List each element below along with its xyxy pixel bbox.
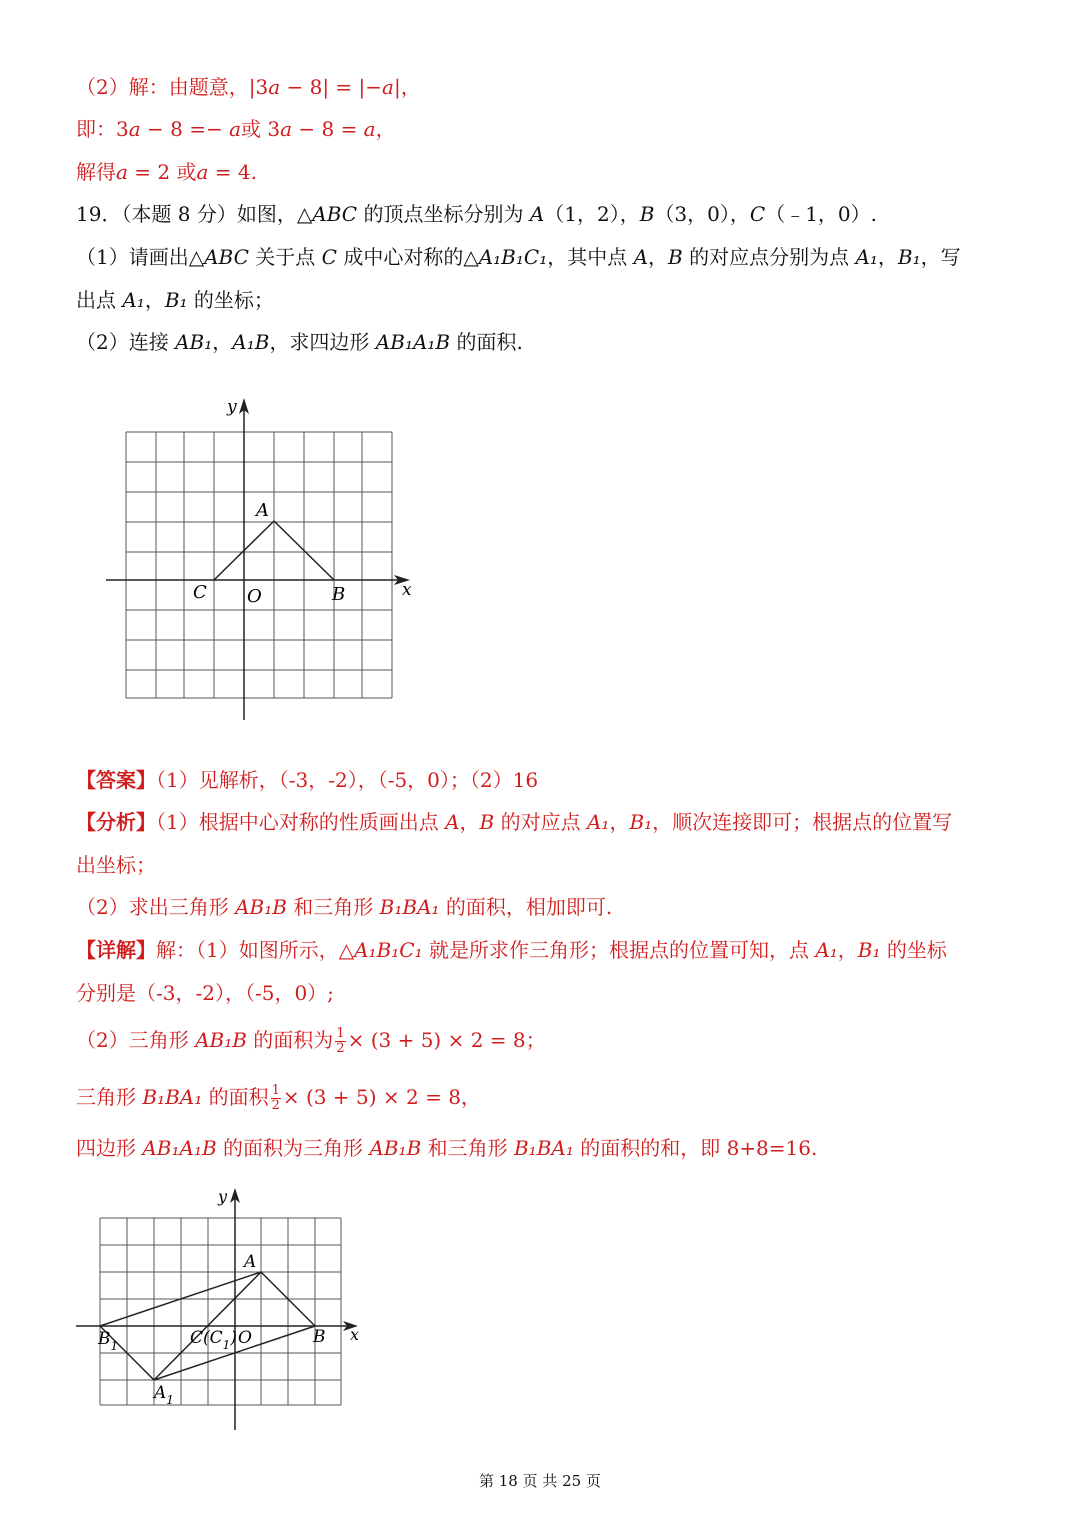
text: A₁: [122, 288, 145, 312]
text: A: [445, 810, 460, 834]
text: B: [639, 202, 655, 226]
label-a1: [152, 1383, 174, 1407]
denominator: 2: [271, 1098, 280, 1113]
text: （2）求出三角形: [76, 895, 236, 919]
equation: × (3 + 5) × 2 = 8: [282, 1085, 461, 1109]
detail-tag: 【详解】: [76, 938, 156, 962]
text: ，: [459, 810, 480, 834]
text: AB₁B: [235, 895, 287, 919]
text: B: [479, 810, 495, 834]
text: A₁B₁C₁: [354, 938, 423, 962]
detail-line-2: [76, 979, 334, 1007]
text: （2）三角形: [76, 1028, 196, 1052]
text: A: [633, 245, 649, 269]
text: 成中心对称的△: [336, 245, 479, 269]
y-label: y: [218, 1187, 228, 1206]
label-b: B: [332, 584, 346, 605]
text: ABC: [312, 202, 358, 226]
q19-stem: [76, 200, 877, 228]
numerator: 1: [271, 1083, 280, 1098]
text: （2）连接: [76, 330, 176, 354]
text: 出坐标；: [76, 853, 156, 877]
text: 和三角形: [286, 895, 380, 919]
figure-1-grid: [96, 390, 426, 725]
subscript: 1: [166, 1393, 174, 1407]
text: A₁: [586, 810, 610, 834]
text: C(C: [190, 1328, 223, 1348]
axes: [76, 1194, 352, 1430]
text: AB₁B: [195, 1028, 247, 1052]
text: 的坐标: [880, 938, 947, 962]
numerator: 1: [336, 1026, 345, 1041]
text: （3，0），: [654, 202, 750, 226]
text: 的面积的和，即: [573, 1136, 727, 1160]
fraction: [335, 1027, 345, 1056]
text: ，: [648, 245, 669, 269]
text: AB₁B: [369, 1136, 422, 1160]
text: 19．（本题 8 分）如图，△: [76, 202, 313, 226]
detail-line-3: [76, 1026, 546, 1056]
text: 和三角形: [421, 1136, 514, 1160]
text: 的坐标；: [187, 288, 274, 312]
equation: 𝑎 = 2: [116, 160, 171, 184]
q19-sub1-line1: [76, 243, 961, 271]
analysis-line-3: [76, 893, 612, 921]
text: 的面积为: [246, 1028, 334, 1052]
text: A: [529, 202, 545, 226]
equation: × (3 + 5) × 2 = 8: [347, 1028, 526, 1052]
label-b: B: [313, 1327, 326, 1347]
text: B: [98, 1329, 111, 1349]
text: 关于点: [248, 245, 322, 269]
subscript: 1: [222, 1338, 231, 1352]
text: ，其中点: [547, 245, 634, 269]
analysis-tag: 【分析】: [76, 810, 156, 834]
prev-solution-line-1: [76, 73, 421, 101]
equation: |3𝑎 − 8| = |−𝑎|: [248, 75, 401, 99]
text: 解得: [76, 160, 116, 184]
prev-solution-line-3: [76, 158, 257, 186]
equation: 3𝑎 − 8 =− 𝑎: [116, 117, 241, 141]
text: 的面积，相加即可.: [439, 895, 613, 919]
fraction: [271, 1084, 281, 1113]
text: .: [250, 160, 257, 184]
text: ，写: [920, 245, 961, 269]
prev-solution-line-2: [76, 115, 396, 143]
text: 或: [241, 117, 268, 141]
text: ，求四边形: [269, 330, 376, 354]
label-a: A: [256, 500, 269, 521]
label-c: C: [193, 582, 207, 603]
text: 的面积: [202, 1085, 269, 1109]
text: ABC: [204, 245, 249, 269]
q19-sub2: [76, 328, 523, 356]
text: B₁BA₁: [513, 1136, 574, 1160]
text: A₁B: [232, 330, 270, 354]
q19-sub1-line2: [76, 286, 274, 314]
text: 就是所求作三角形；根据点的位置可知，点: [422, 938, 816, 962]
text: 三角形: [76, 1085, 143, 1109]
subscript: 1: [110, 1339, 119, 1353]
x-label: x: [350, 1325, 360, 1344]
text: （﹣1，0）.: [765, 202, 878, 226]
text: ，: [837, 938, 858, 962]
text: ): [230, 1328, 237, 1348]
x-label: x: [402, 580, 412, 600]
text: ，: [460, 1085, 481, 1109]
answer-line: [76, 766, 538, 794]
text: 出点: [76, 288, 123, 312]
label-a: A: [244, 1252, 257, 1272]
text: ，: [877, 245, 898, 269]
denominator: 2: [336, 1041, 345, 1056]
text: 解：（1）如图所示，△: [156, 938, 355, 962]
text: A₁: [815, 938, 838, 962]
analysis-line-2: [76, 851, 156, 879]
text: AB₁A₁B: [142, 1136, 217, 1160]
text: A: [154, 1383, 167, 1403]
page-footer: 第 18 页 共 25 页: [478, 1472, 601, 1490]
text: ，: [609, 810, 630, 834]
label-o: O: [238, 1328, 252, 1348]
text: AB₁: [175, 330, 213, 354]
text: ，: [212, 330, 233, 354]
text: （2）解：由题意，: [76, 75, 249, 99]
detail-line-1: [76, 936, 947, 964]
text: 即：: [76, 117, 116, 141]
text: 的面积为三角形: [216, 1136, 370, 1160]
text: （1）根据中心对称的性质画出点: [156, 810, 446, 834]
text: B₁BA₁: [379, 895, 440, 919]
grid-lines: [100, 1218, 341, 1405]
text: B₁BA₁: [142, 1085, 203, 1109]
y-label: y: [227, 397, 237, 417]
text: 四边形: [76, 1136, 143, 1160]
text: 分别是（-3，-2），（-5，0）;: [76, 981, 334, 1005]
text: B: [668, 245, 683, 269]
label-o: O: [247, 586, 262, 607]
text: ，顺次连接即可；根据点的位置写: [652, 810, 953, 834]
text: A₁B₁C₁: [478, 245, 548, 269]
text: 8+8=16.: [726, 1136, 818, 1160]
text: ，: [400, 75, 421, 99]
text: B₁: [164, 288, 188, 312]
text: 或: [170, 160, 197, 184]
label-c-c1: [190, 1328, 237, 1352]
text: B₁: [857, 938, 881, 962]
text: （1，2），: [544, 202, 640, 226]
text: ；: [525, 1028, 546, 1052]
answer-tag: 【答案】: [76, 768, 156, 792]
text: （1）请画出△: [76, 245, 205, 269]
axes: [106, 402, 406, 720]
text: 的对应点分别为点: [682, 245, 856, 269]
text: C: [321, 245, 337, 269]
text: ，: [144, 288, 165, 312]
analysis-line-1: [76, 808, 952, 836]
answer-text: （1）见解析，（-3，-2），（-5，0）；（2）16: [156, 768, 539, 792]
equation: 𝑎 = 4: [196, 160, 251, 184]
equation: 3𝑎 − 8 = 𝑎: [267, 117, 376, 141]
text: A₁: [855, 245, 878, 269]
text: B₁: [629, 810, 653, 834]
detail-line-4: [76, 1083, 481, 1113]
text: 的面积.: [450, 330, 523, 354]
text: 的对应点: [494, 810, 587, 834]
text: ，: [375, 117, 396, 141]
figure-2-grid: [70, 1178, 370, 1438]
detail-line-5: [76, 1134, 817, 1162]
text: 的顶点坐标分别为: [357, 202, 530, 226]
text: AB₁A₁B: [375, 330, 451, 354]
grid-lines: [126, 432, 392, 698]
text: B₁: [897, 245, 921, 269]
text: C: [749, 202, 766, 226]
